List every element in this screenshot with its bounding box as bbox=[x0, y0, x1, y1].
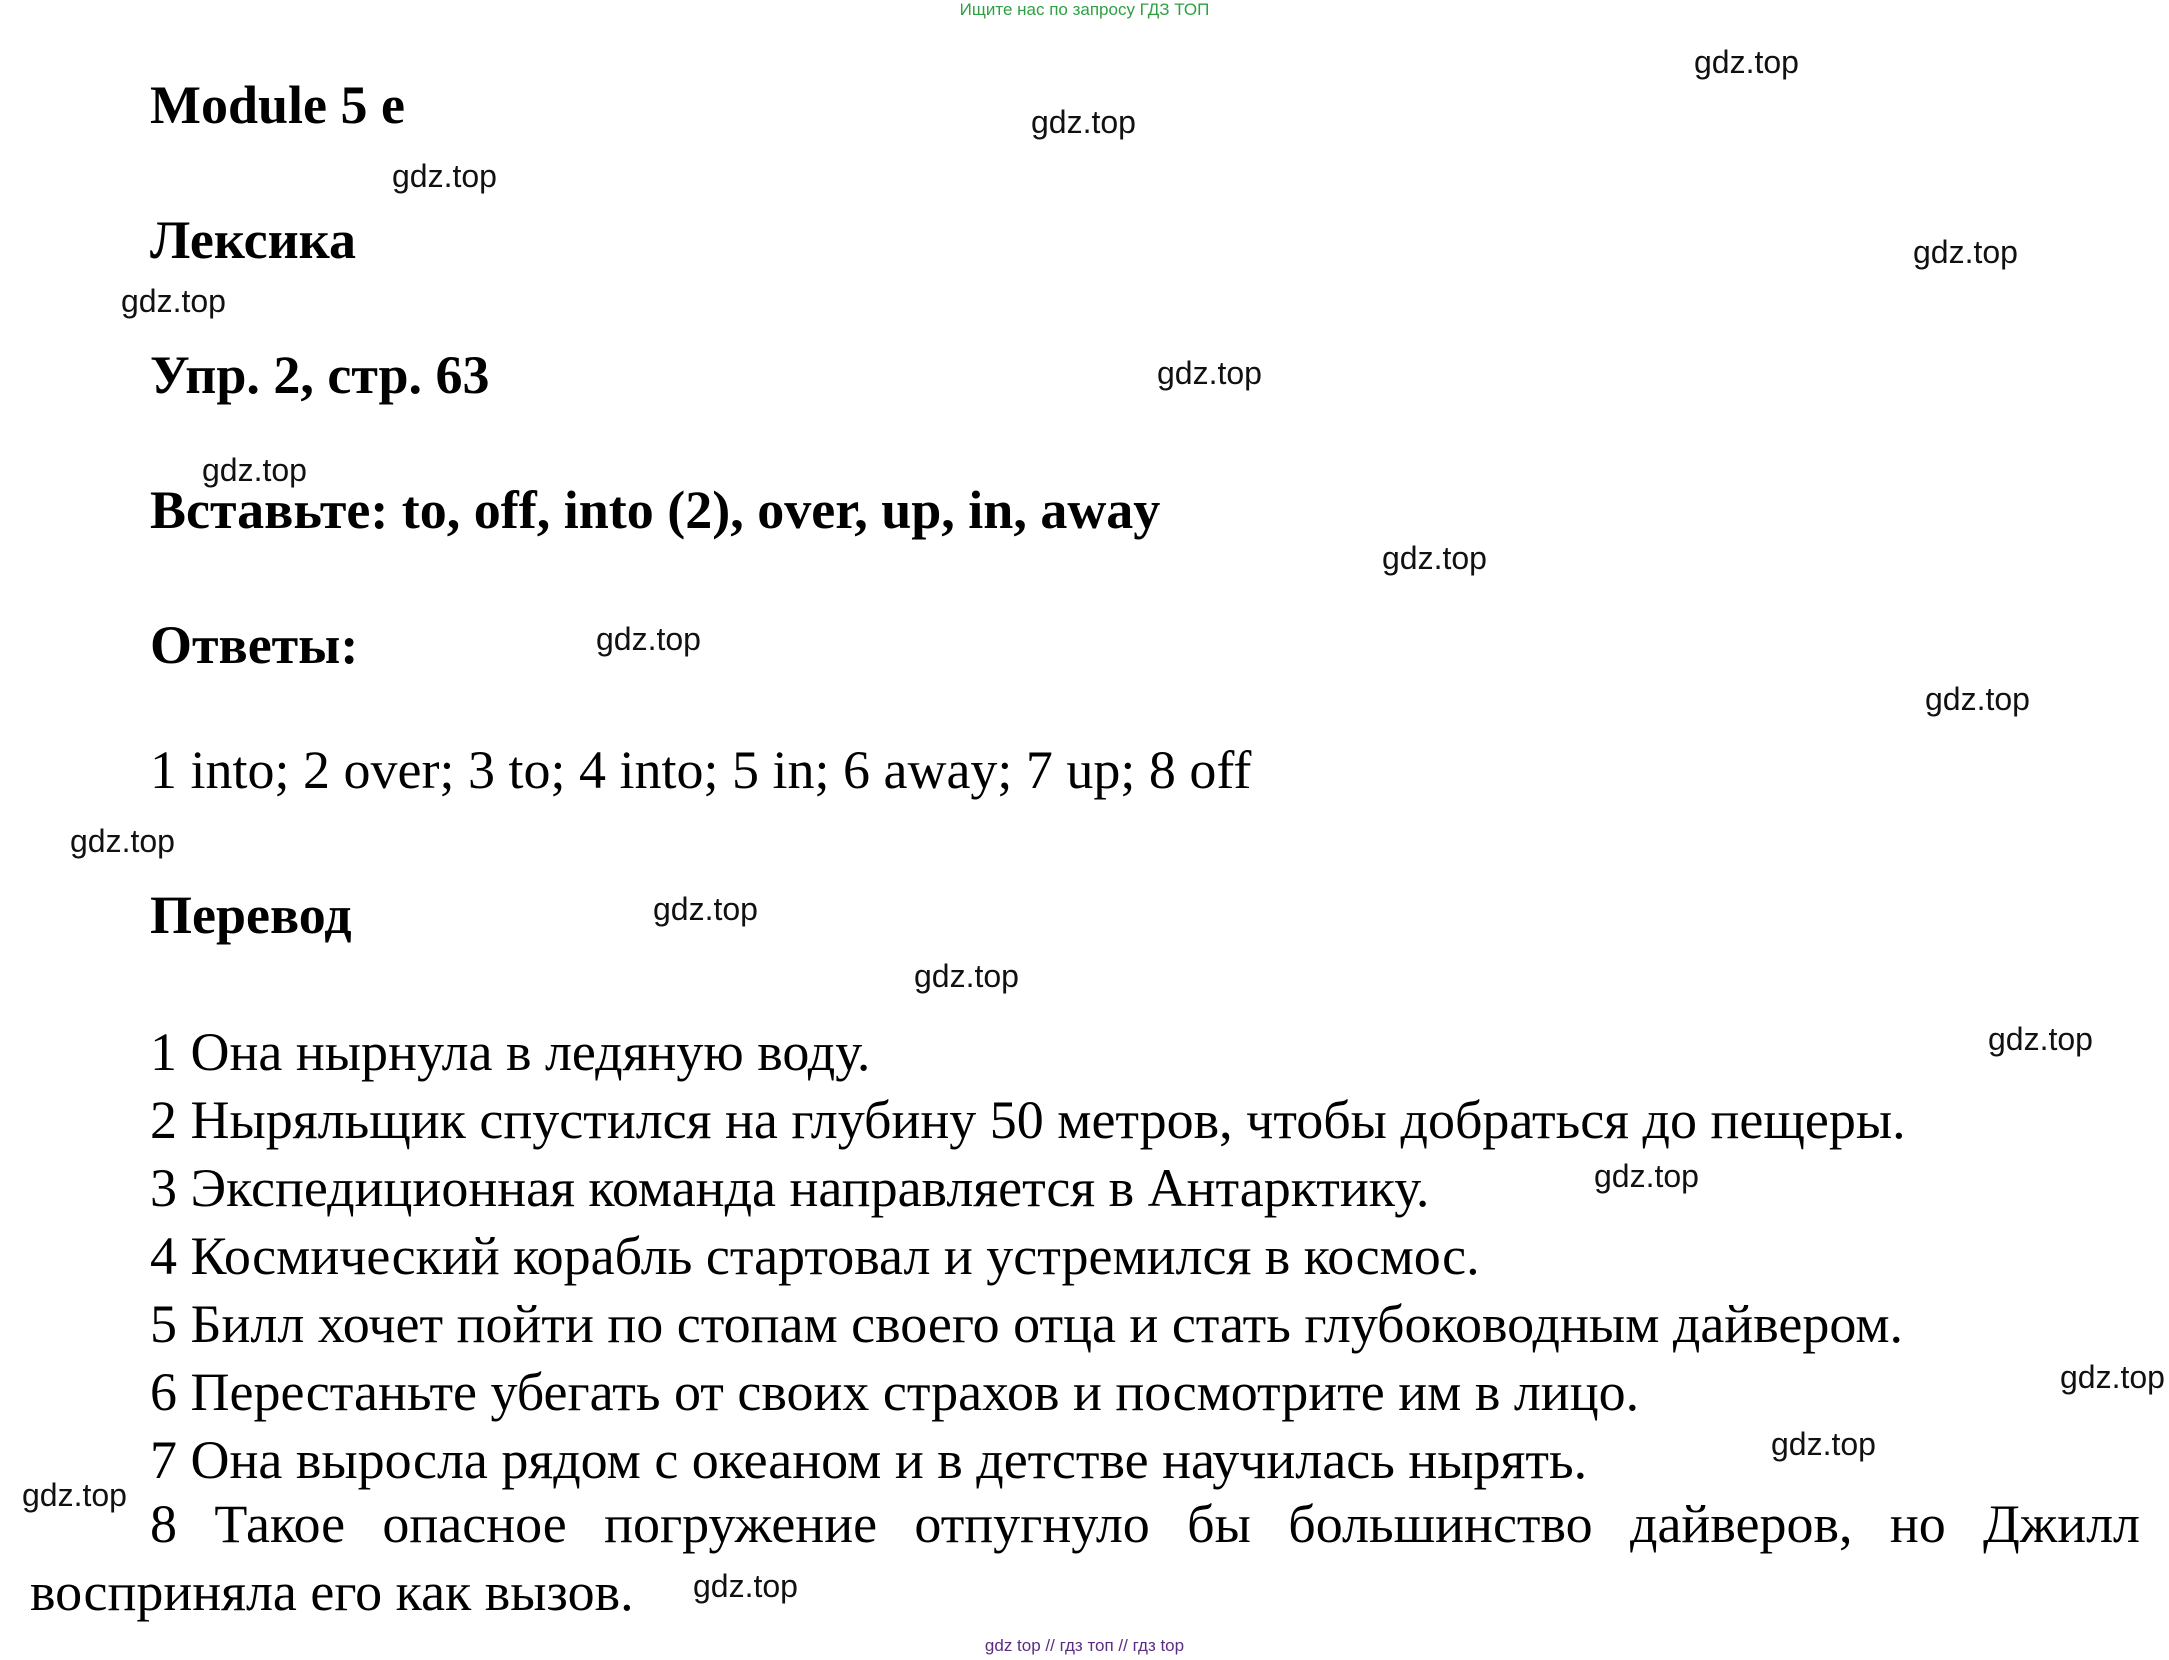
watermark: gdz.top bbox=[22, 1477, 127, 1513]
translation-line-4: 4 Космический корабль стартовал и устремился в космос. bbox=[150, 1226, 1480, 1286]
module-title: Module 5 e bbox=[150, 75, 405, 135]
watermark: gdz.top bbox=[914, 958, 1019, 994]
section-title: Лексика bbox=[150, 210, 356, 270]
watermark: gdz.top bbox=[653, 891, 758, 927]
answers-heading: Ответы: bbox=[150, 615, 359, 675]
watermark: gdz.top bbox=[1988, 1021, 2093, 1057]
bottom-banner: gdz top // гдз топ // гдз top bbox=[984, 1636, 1185, 1655]
translation-line-1: 1 Она нырнула в ледяную воду. bbox=[150, 1022, 871, 1082]
watermark: gdz.top bbox=[2060, 1359, 2165, 1395]
answers-text: 1 into; 2 over; 3 to; 4 into; 5 in; 6 away; 7 up; 8 off bbox=[150, 740, 1252, 800]
watermark: gdz.top bbox=[596, 621, 701, 657]
instruction: Вставьте: to, off, into (2), over, up, in, away bbox=[150, 480, 1161, 540]
watermark: gdz.top bbox=[121, 283, 226, 319]
watermark: gdz.top bbox=[1925, 681, 2030, 717]
watermark: gdz.top bbox=[392, 158, 497, 194]
translation-line-6: 6 Перестаньте убегать от своих страхов и посмотрите им в лицо. bbox=[150, 1362, 1640, 1422]
top-banner: Ищите нас по запросу ГДЗ ТОП bbox=[959, 0, 1210, 19]
watermark: gdz.top bbox=[70, 823, 175, 859]
watermark: gdz.top bbox=[1382, 540, 1487, 576]
translation-line-5: 5 Билл хочет пойти по стопам своего отца и стать глубоководным дайвером. bbox=[150, 1294, 1903, 1354]
translation-line-2: 2 Ныряльщик спустился на глубину 50 метров, чтобы добраться до пещеры. bbox=[150, 1090, 1906, 1150]
watermark: gdz.top bbox=[1913, 234, 2018, 270]
watermark: gdz.top bbox=[1771, 1426, 1876, 1462]
translation-line-3: 3 Экспедиционная команда направляется в Антарктику. bbox=[150, 1158, 1430, 1218]
watermark: gdz.top bbox=[693, 1568, 798, 1604]
translation-line-8: 8 Такое опасное погружение отпугнуло бы большинство дайверов, но Джилл восприняла его как вызов. bbox=[30, 1494, 2140, 1622]
watermark: gdz.top bbox=[1157, 355, 1262, 391]
translation-line-7: 7 Она выросла рядом с океаном и в детстве научилась нырять. bbox=[150, 1430, 1588, 1490]
watermark: gdz.top bbox=[1694, 44, 1799, 80]
watermark: gdz.top bbox=[202, 452, 307, 488]
watermark: gdz.top bbox=[1594, 1158, 1699, 1194]
translation-heading: Перевод bbox=[150, 885, 352, 945]
watermark: gdz.top bbox=[1031, 104, 1136, 140]
exercise-ref: Упр. 2, стр. 63 bbox=[150, 345, 490, 405]
